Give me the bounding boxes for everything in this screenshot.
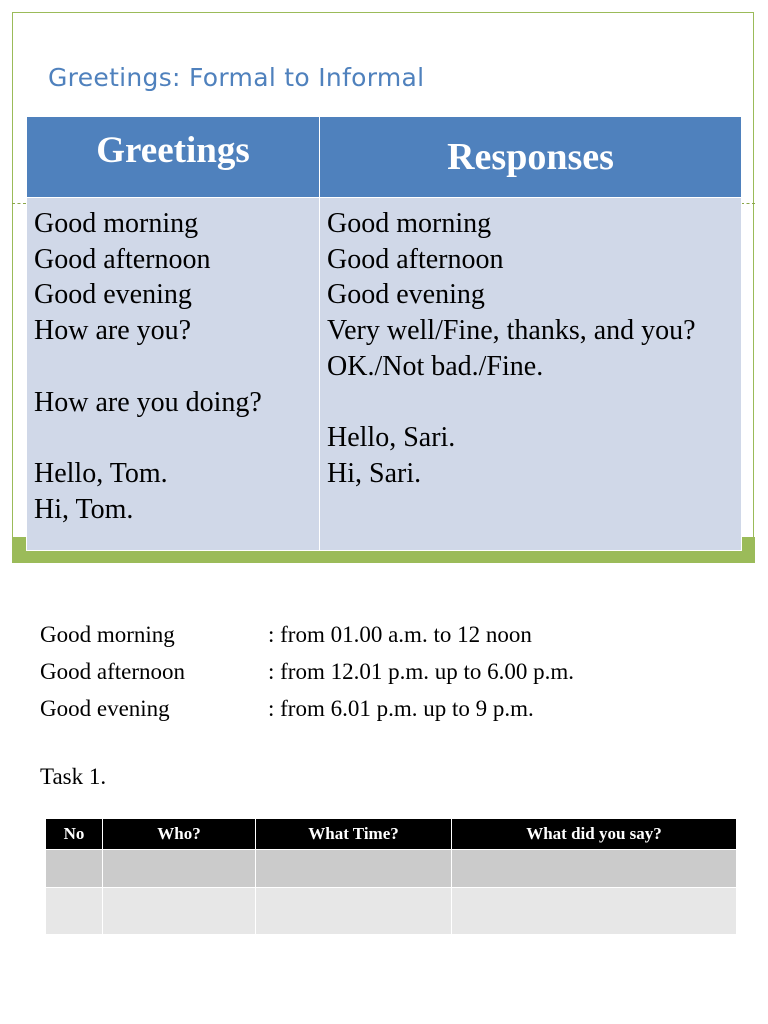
greetings-column — [27, 198, 320, 551]
response-item: Good afternoon — [327, 243, 504, 275]
response-item: Good morning — [327, 208, 492, 239]
time-row — [40, 690, 574, 727]
task-title: Task 1. — [40, 764, 107, 789]
task-table — [45, 819, 737, 934]
response-item: OK./Not bad./Fine. — [327, 350, 544, 382]
table-row — [46, 888, 737, 935]
greeting-item: Hi, Tom. — [34, 493, 134, 525]
greeting-item: Good evening — [34, 279, 192, 311]
time-range: : from 6.01 p.m. up to 9 p.m. — [268, 696, 534, 721]
response-item: Good evening — [327, 279, 485, 311]
time-range: : from 01.00 a.m. to 12 noon — [268, 622, 532, 647]
task-cell[interactable] — [452, 888, 737, 935]
divider-left — [12, 203, 26, 204]
time-row — [40, 653, 574, 690]
table-row — [46, 850, 737, 888]
time-row — [40, 616, 574, 653]
greeting-item: How are you? — [34, 315, 192, 347]
task-header-who: Who? — [103, 819, 256, 850]
greeting-item: Good morning — [34, 208, 199, 239]
task-cell[interactable] — [46, 888, 103, 935]
greeting-item: How are you doing? — [34, 386, 262, 418]
task-cell[interactable] — [103, 850, 256, 888]
greeting-spacer — [34, 420, 312, 456]
time-label: Good evening — [40, 696, 170, 721]
greeting-spacer — [34, 349, 312, 385]
responses-column — [320, 198, 742, 551]
time-label: Good afternoon — [40, 659, 185, 684]
response-item: Hi, Sari. — [327, 457, 422, 489]
divider-right — [741, 203, 755, 204]
response-item: Very well/Fine, thanks, and you? — [327, 315, 696, 347]
greetings-table — [26, 116, 742, 551]
task-header-time: What Time? — [256, 819, 452, 850]
task-cell[interactable] — [103, 888, 256, 935]
task-cell[interactable] — [46, 850, 103, 888]
response-spacer — [327, 385, 734, 421]
greeting-item: Hello, Tom. — [34, 457, 168, 489]
greeting-item: Good afternoon — [34, 243, 211, 275]
time-range: : from 12.01 p.m. up to 6.00 p.m. — [268, 659, 575, 684]
responses-header: Responses — [320, 117, 742, 198]
task-header-no: No — [46, 819, 103, 850]
task-cell[interactable] — [256, 850, 452, 888]
slide-title: Greetings: Formal to Informal — [48, 63, 425, 92]
task-cell[interactable] — [256, 888, 452, 935]
task-header-said: What did you say? — [452, 819, 737, 850]
greetings-header: Greetings — [27, 117, 320, 198]
greeting-times-list — [40, 616, 574, 727]
time-label: Good morning — [40, 622, 175, 647]
response-item: Hello, Sari. — [327, 422, 456, 454]
task-cell[interactable] — [452, 850, 737, 888]
